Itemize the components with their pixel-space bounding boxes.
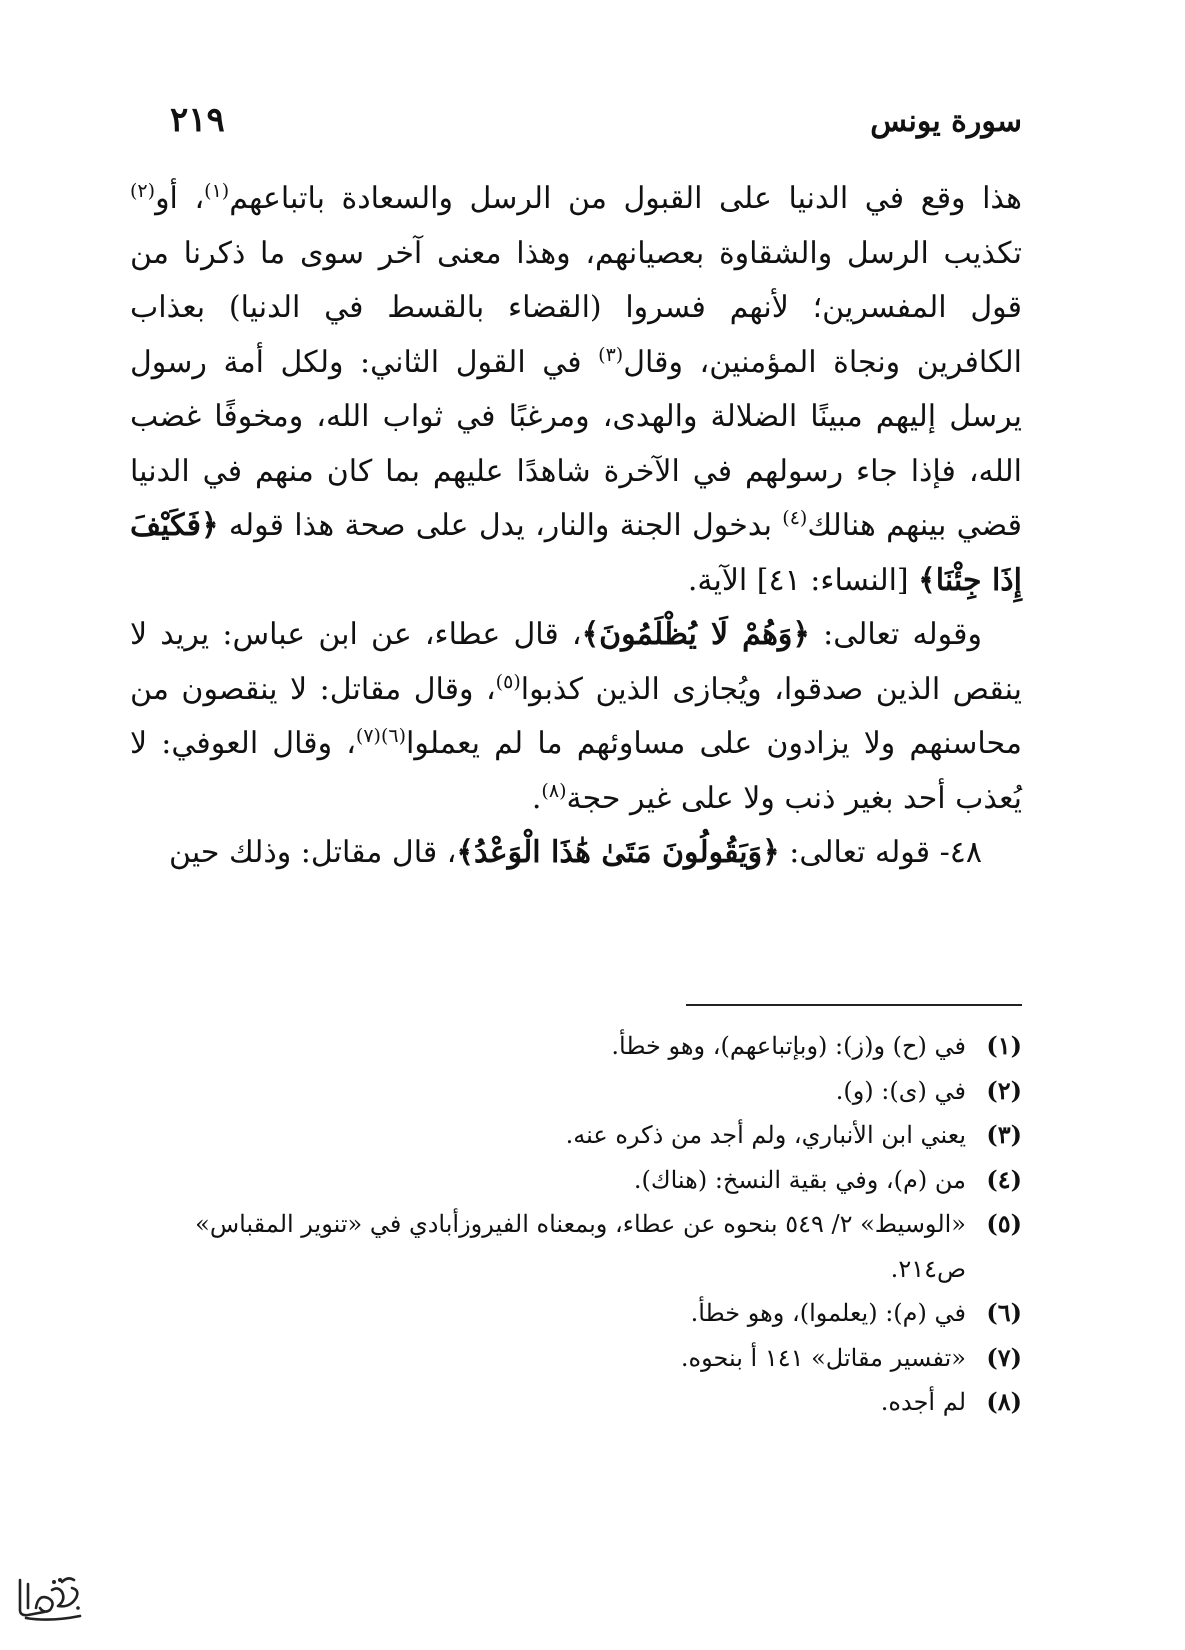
footnote-ref: (٥) (495, 670, 521, 693)
footnote-1 (130, 1024, 1022, 1069)
footnote-4 (130, 1158, 1022, 1203)
footnote-text: «تفسير مقاتل» ١٤١ أ بنحوه. (680, 1343, 966, 1372)
calligraphy-logo-icon (14, 1568, 90, 1626)
text-run: هذا وقع في الدنيا على القبول من الرسل والسعادة باتباعهم (229, 181, 1023, 216)
text-run: بدخول الجنة والنار، يدل على صحة هذا قوله (218, 508, 783, 543)
footnote-ref: (٦)(٧) (355, 725, 407, 747)
footnote-ref: (٤) (782, 507, 808, 529)
footnote-text: يعني ابن الأنباري، ولم أجد من ذكره عنه. (565, 1121, 966, 1149)
quran-verse: ﴿وَهُمْ لَا يُظْلَمُونَ﴾ (581, 617, 810, 652)
footnote-5 (130, 1202, 1022, 1291)
footnote-number: (٧) (986, 1342, 1022, 1372)
footnote-number: (١) (986, 1031, 1022, 1060)
footnote-number: (٥) (986, 1209, 1022, 1238)
footnote-3 (130, 1113, 1022, 1158)
footnote-7 (130, 1336, 1022, 1381)
footnote-number: (٣) (986, 1120, 1022, 1149)
page-number: ٢١٩ (170, 100, 225, 140)
text-run: [النساء: ٤١] الآية. (687, 562, 919, 598)
footnote-ref: (٨) (541, 779, 567, 802)
footnote-separator (686, 1004, 1022, 1006)
page-header (170, 100, 1022, 154)
footnote-text: «الوسيط» ٢/ ٥٤٩ بنحوه عن عطاء، وبمعناه الفيروزأبادي في «تنوير المقباس» ص٢١٤. (195, 1210, 966, 1283)
footnote-8 (130, 1380, 1022, 1425)
footnote-number: (٨) (986, 1387, 1022, 1416)
footnote-text: لم أجده. (880, 1388, 966, 1416)
text-run: تكذيب الرسل والشقاوة بعصيانهم، وهذا معنى آخر سوى ما ذكرنا من قول المفسرين؛ لأنهم فسروا (القضاء بالقسط في الدنيا) بعذاب الكافرين ونجاة المؤمنين، وقال (130, 235, 1022, 380)
text-run: ، قال عطاء، عن ابن عباس: يريد لا ينقص الذين صدقوا، ويُجازى الذين كذبوا (130, 617, 1022, 707)
paragraph-1 (130, 172, 1022, 608)
footnotes (130, 1024, 1022, 1425)
footnote-number: (٢) (986, 1075, 1022, 1105)
main-text (130, 172, 1022, 881)
text-run: . (531, 780, 542, 816)
text-run: وقوله تعالى: (809, 617, 983, 652)
footnote-ref: (١) (204, 180, 230, 202)
text-run: ، وقال مقاتل: لا ينقصون من محاسنهم ولا يزادون على مساوئهم ما لم يعملوا (130, 671, 1022, 761)
text-run: ٤٨- قوله تعالى: (779, 835, 982, 870)
footnote-ref: (٢) (130, 180, 156, 202)
footnote-text: في (ح) و(ز): (وبإتباعهم)، وهو خطأ. (611, 1032, 966, 1060)
footnote-2 (130, 1069, 1022, 1114)
footnote-text: في (م): (يعلموا)، وهو خطأ. (690, 1299, 966, 1327)
paragraph-2 (130, 608, 1022, 826)
text-run: في القول الثاني: ولكل أمة رسول يرسل إليهم مبينًا الضلالة والهدى، ومرغبًا في ثواب الله، ومخوفًا غضب الله، فإذا جاء رسولهم في الآخرة شاهدًا عليهم بما كان منهم في الدنيا قضي بينهم هنالك (130, 344, 1022, 543)
text-run: ، قال مقاتل: وذلك حين (169, 835, 457, 870)
surah-title: سورة يونس (870, 104, 1022, 139)
quran-verse: ﴿وَيَقُولُونَ مَتَىٰ هَٰذَا الْوَعْدُ﴾ (456, 835, 780, 870)
text-run: ، أو (155, 181, 205, 216)
paragraph-3 (130, 826, 1022, 881)
text-run: ، وقال العوفي: لا يُعذب أحد بغير ذنب ولا على غير حجة (130, 726, 1022, 816)
footnote-ref: (٣) (598, 343, 624, 366)
quran-verse: ﴿فَكَيْفَ إِذَا جِئْنَا﴾ (130, 508, 1022, 598)
footnote-text: من (م)، وفي بقية النسخ: (هناك). (633, 1165, 966, 1194)
footnote-6 (130, 1291, 1022, 1336)
footnote-text: في (ى): (و). (835, 1076, 966, 1105)
footnote-number: (٤) (986, 1164, 1022, 1194)
footnote-number: (٦) (986, 1298, 1022, 1327)
